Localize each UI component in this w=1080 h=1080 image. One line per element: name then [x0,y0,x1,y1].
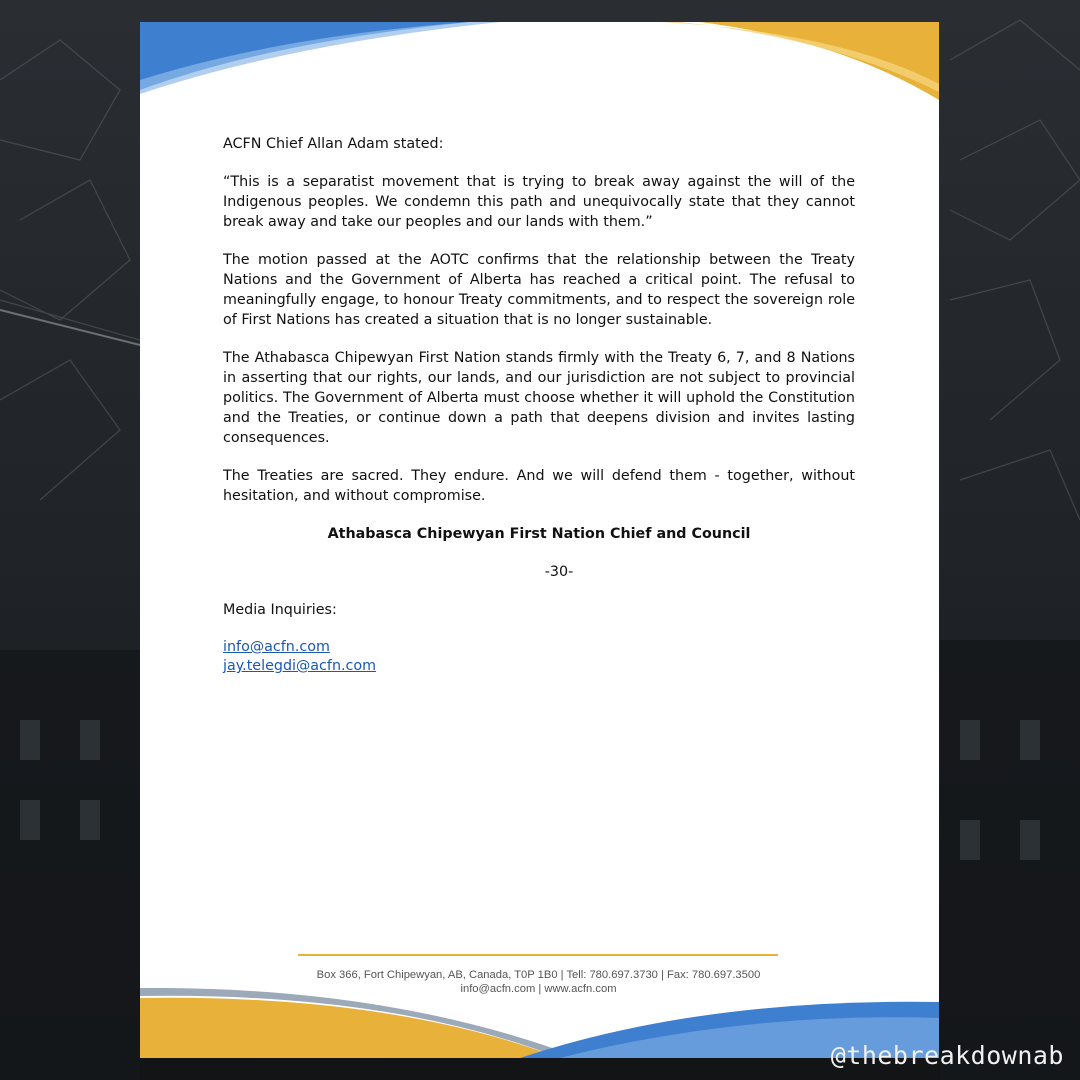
header-swoosh [140,22,939,122]
email-link-jay[interactable]: jay.telegdi@acfn.com [223,658,377,674]
footer-divider [298,954,778,956]
contact-links [223,638,855,676]
paragraph-aotc-motion: The motion passed at the AOTC confirms that the relationship between the Treaty Nations and the Government of Alberta has reached a critical point. The refusal to meaningfully engage, to honour Treaty commitments, and to respect the sovereign role of First Nations has created a situation that is no longer sustainable. [223,252,855,328]
social-handle: @thebreakdownab [830,1041,1064,1070]
email-link-info[interactable]: info@acfn.com [223,639,330,655]
document-page [140,22,939,1058]
end-mark: -30- [544,564,574,580]
intro-line: ACFN Chief Allan Adam stated: [223,136,444,152]
paragraph-treaty-nations: The Athabasca Chipewyan First Nation stands firmly with the Treaty 6, 7, and 8 Nations in asserting that our rights, our lands, and our jurisdiction are not subject to provincial politics. The Government of Alberta must choose whether it will uphold the Constitution and the Treaties, or continue down a path that deepens division and invites lasting consequences. [223,350,855,446]
letter-body [223,134,855,676]
footer-swoosh [140,988,939,1058]
footer-address-line: Box 366, Fort Chipewyan, AB, Canada, T0P 1B0 | Tell: 780.697.3730 | Fax: 780.697.3500 [316,969,761,981]
media-inquiries-label: Media Inquiries: [223,602,337,618]
signature-line: Athabasca Chipewyan First Nation Chief and Council [327,526,751,542]
paragraph-treaties-sacred: The Treaties are sacred. They endure. And we will defend them - together, without hesitation, and without compromise. [223,468,855,504]
footer-web-line: info@acfn.com | www.acfn.com [460,983,617,995]
chief-quote: “This is a separatist movement that is trying to break away against the will of the Indigenous peoples. We condemn this path and unequivocally state that they cannot break away and take our peoples and our lands with them.” [223,174,855,230]
